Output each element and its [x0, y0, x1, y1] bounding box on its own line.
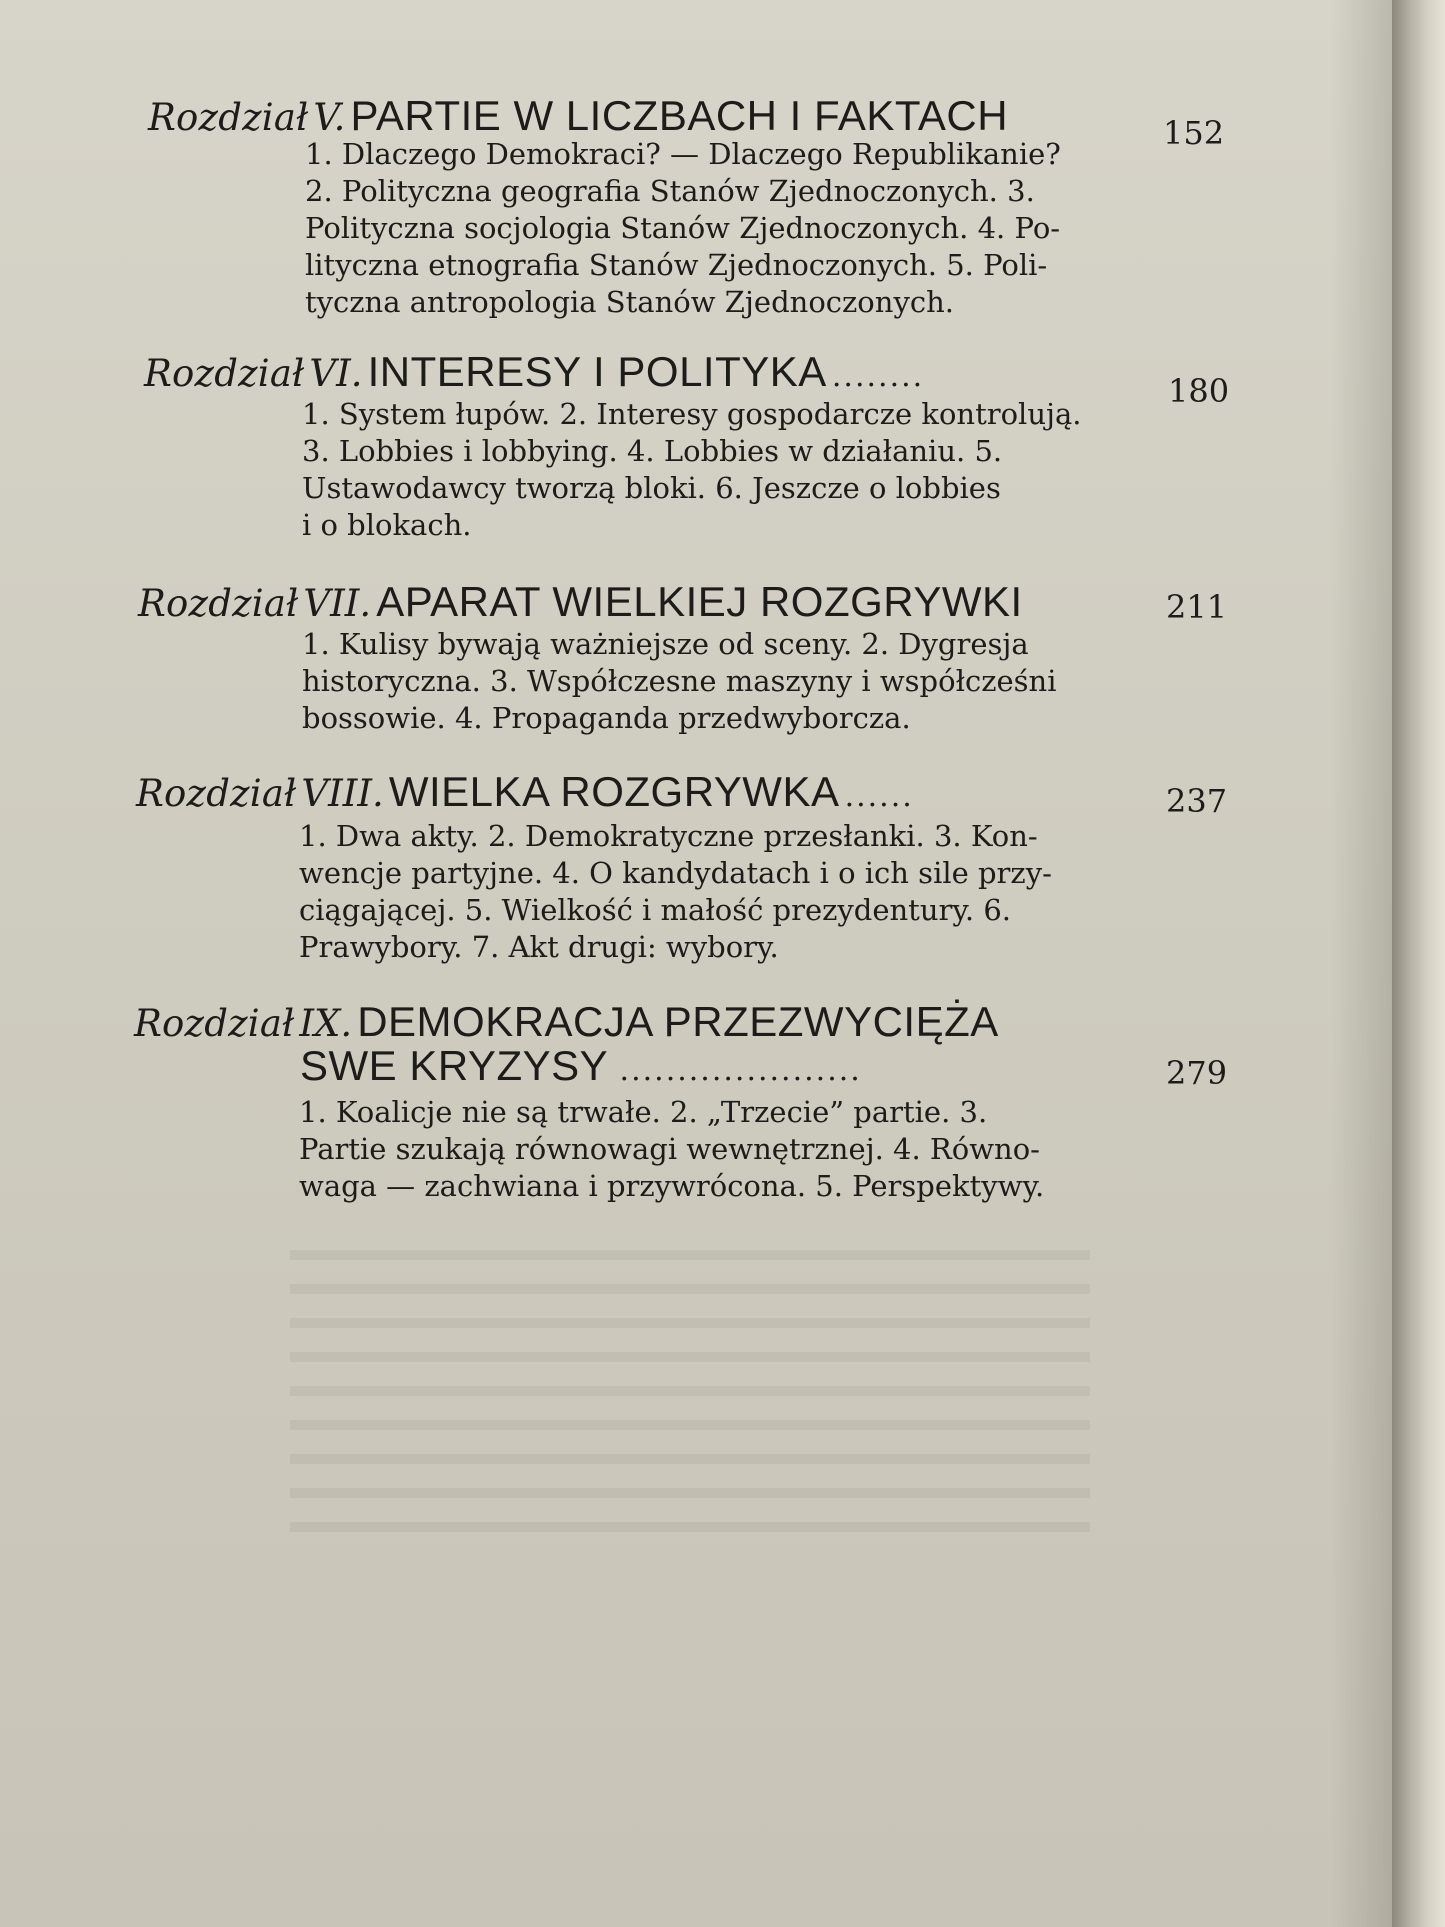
chapter-page-number: 279 [1166, 1054, 1228, 1092]
section-line: tyczna antropologia Stanów Zjednoczonych. [305, 285, 954, 319]
chapter-label: Rozdział [148, 96, 309, 139]
chapter-sections [299, 1094, 1044, 1205]
section-line: 1. Koalicje nie są trwałe. 2. „Trzecie” partie. 3. [299, 1095, 988, 1129]
chapter-numeral: VIII. [301, 772, 384, 815]
section-line: bossowie. 4. Propaganda przedwyborcza. [302, 701, 911, 735]
section-line: 3. Lobbies i lobbying. 4. Lobbies w działaniu. 5. [302, 434, 1003, 468]
chapter-title: WIELKA ROZGRYWKA [388, 768, 840, 815]
chapter-heading [136, 768, 914, 816]
section-line: waga — zachwiana i przywrócona. 5. Perspektywy. [299, 1169, 1045, 1203]
chapter-page-number: 237 [1166, 782, 1228, 820]
chapter-label: Rozdział [136, 772, 297, 815]
chapter-page-number: 180 [1168, 372, 1230, 410]
section-line: 2. Polityczna geografia Stanów Zjednoczonych. 3. [305, 174, 1035, 208]
chapter-title-line-2: SWE KRYZYSY [300, 1042, 608, 1089]
section-line: Prawybory. 7. Akt drugi: wybory. [299, 930, 779, 964]
chapter-label: Rozdział [134, 1002, 295, 1045]
leader-dots: ...... [844, 779, 914, 814]
section-line: 1. Dlaczego Demokraci? — Dlaczego Republikanie? [305, 137, 1061, 171]
section-line: historyczna. 3. Współczesne maszyny i współcześni [302, 664, 1057, 698]
chapter-numeral: IX. [299, 1002, 353, 1045]
section-line: Ustawodawcy tworzą bloki. 6. Jeszcze o lobbies [302, 471, 1001, 505]
section-line: i o blokach. [302, 508, 472, 542]
bleed-through-text [290, 1250, 1090, 1550]
chapter-heading [144, 348, 924, 396]
chapter-heading [138, 578, 1023, 626]
chapter-heading [148, 92, 1008, 140]
section-line: 1. System łupów. 2. Interesy gospodarcze kontrolują. [302, 397, 1082, 431]
chapter-sections [305, 136, 1061, 321]
section-line: 1. Dwa akty. 2. Demokratyczne przesłanki. 3. Kon- [299, 819, 1038, 853]
chapter-page-number: 211 [1166, 588, 1228, 626]
book-gutter [1392, 0, 1445, 1927]
chapter-page-number: 152 [1163, 114, 1225, 152]
chapter-title: APARAT WIELKIEJ ROZGRYWKI [376, 578, 1023, 625]
leader-dots: ..................... [619, 1053, 862, 1088]
section-line: ciągającej. 5. Wielkość i małość prezydentury. 6. [299, 893, 1012, 927]
chapter-numeral: V. [313, 96, 346, 139]
leader-dots: ........ [831, 359, 925, 394]
section-line: lityczna etnografia Stanów Zjednoczonych. 5. Poli- [305, 248, 1048, 282]
chapter-title-continued [300, 1042, 862, 1090]
chapter-numeral: VII. [303, 582, 372, 625]
section-line: Polityczna socjologia Stanów Zjednoczonych. 4. Po- [305, 211, 1061, 245]
chapter-title: DEMOKRACJA PRZEZWYCIĘŻA [357, 998, 999, 1045]
chapter-sections [302, 396, 1082, 544]
chapter-title: PARTIE W LICZBACH I FAKTACH [350, 92, 1009, 139]
chapter-heading [134, 998, 999, 1046]
chapter-label: Rozdział [138, 582, 299, 625]
page-curve-shadow [1330, 0, 1392, 1927]
section-line: 1. Kulisy bywają ważniejsze od sceny. 2. Dygresja [302, 627, 1029, 661]
section-line: wencje partyjne. 4. O kandydatach i o ich sile przy- [299, 856, 1052, 890]
chapter-sections [299, 818, 1052, 966]
chapter-numeral: VI. [309, 352, 363, 395]
chapter-sections [302, 626, 1057, 737]
chapter-label: Rozdział [144, 352, 305, 395]
chapter-title: INTERESY I POLITYKA [367, 348, 827, 395]
section-line: Partie szukają równowagi wewnętrznej. 4. Równo- [299, 1132, 1040, 1166]
